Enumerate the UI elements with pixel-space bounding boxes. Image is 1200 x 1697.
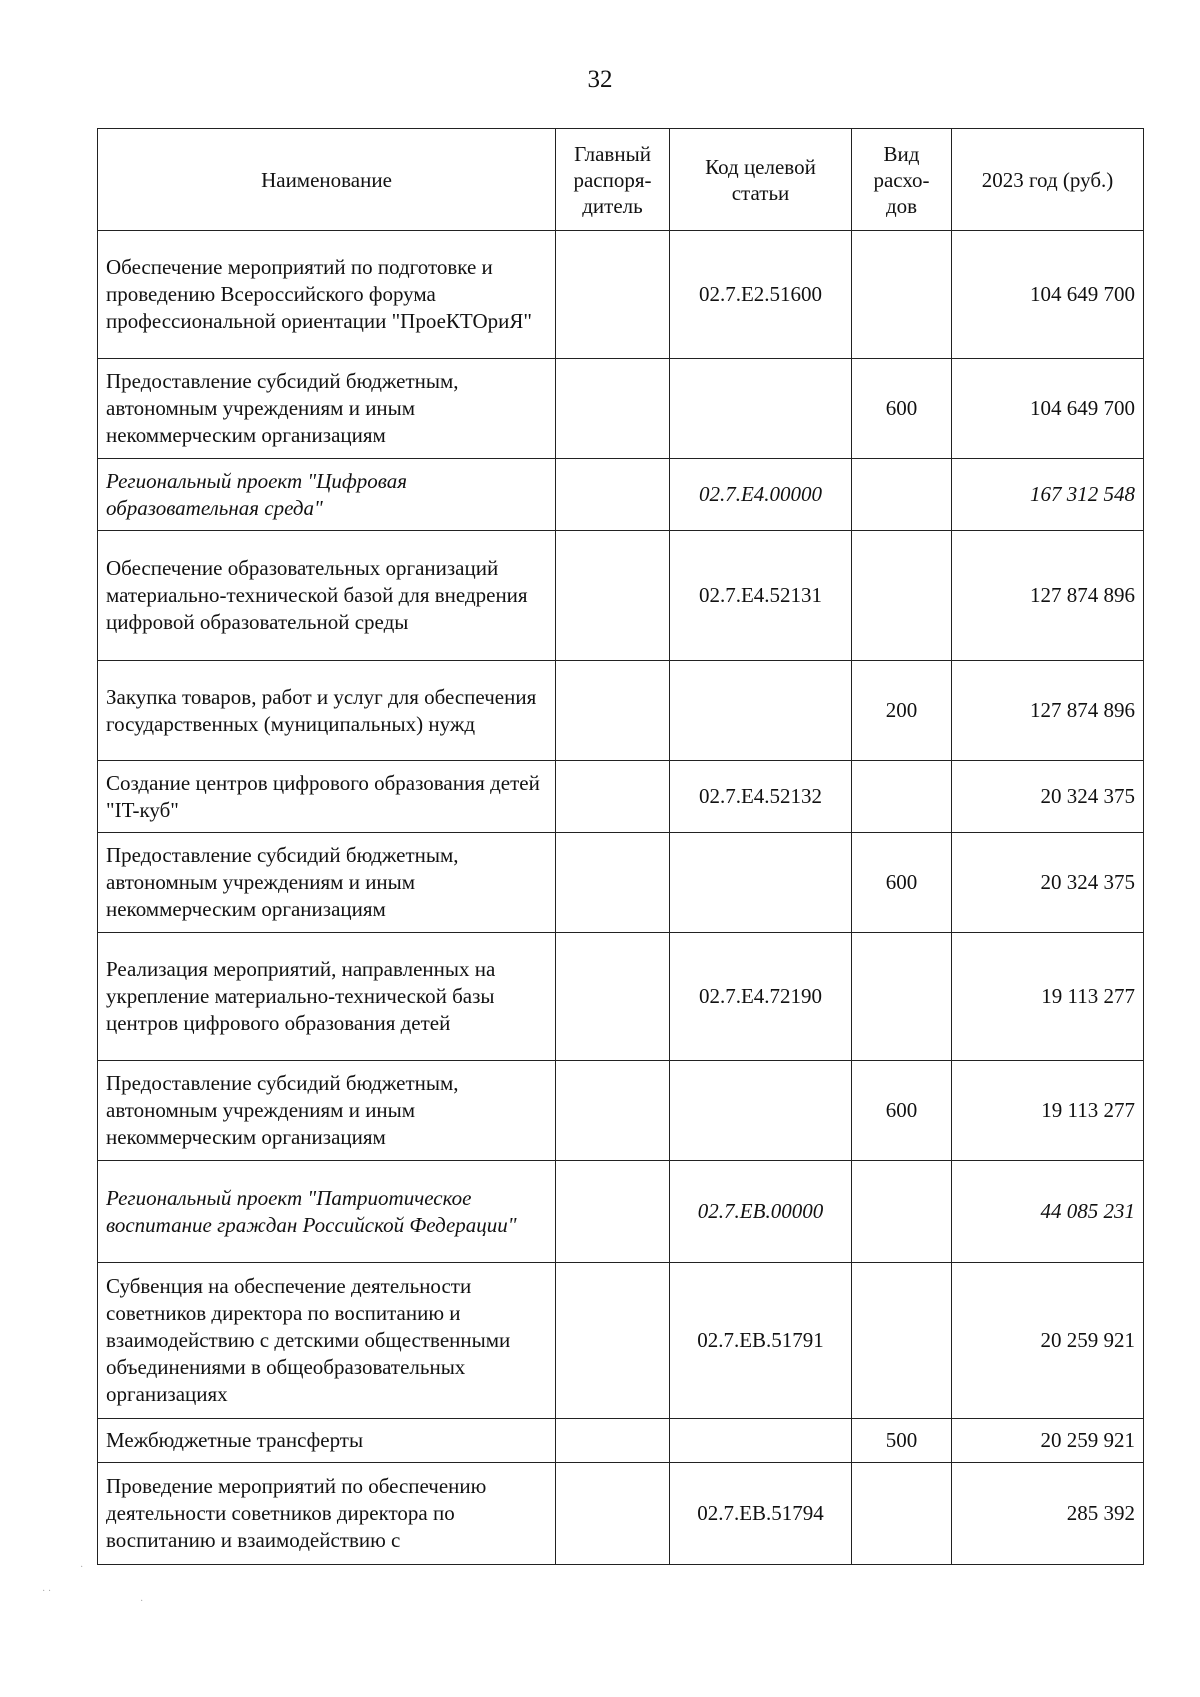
cell-type — [852, 1463, 952, 1565]
table-row — [98, 1161, 1144, 1263]
cell-name: Обеспечение мероприятий по подготовке и проведению Всероссийского форума профессиональной ориентации "ПроеКТОриЯ" — [98, 231, 556, 359]
cell-type: 600 — [852, 359, 952, 459]
header-type: Вид расхо-дов — [852, 129, 952, 231]
cell-code — [670, 1061, 852, 1161]
cell-admin — [556, 833, 670, 933]
cell-admin — [556, 661, 670, 761]
cell-type — [852, 231, 952, 359]
cell-code: 02.7.EB.00000 — [670, 1161, 852, 1263]
cell-type — [852, 1161, 952, 1263]
cell-type: 600 — [852, 833, 952, 933]
cell-name: Предоставление субсидий бюджетным, автономным учреждениям и иным некоммерческим организациям — [98, 359, 556, 459]
cell-type — [852, 761, 952, 833]
table-header-row — [98, 129, 1144, 231]
cell-type — [852, 459, 952, 531]
table-row — [98, 833, 1144, 933]
cell-name: Предоставление субсидий бюджетным, автономным учреждениям и иным некоммерческим организациям — [98, 1061, 556, 1161]
cell-admin — [556, 761, 670, 833]
cell-type — [852, 531, 952, 661]
cell-name: Закупка товаров, работ и услуг для обеспечения государственных (муниципальных) нужд — [98, 661, 556, 761]
cell-code: 02.7.EB.51791 — [670, 1263, 852, 1419]
cell-code — [670, 661, 852, 761]
cell-code: 02.7.E4.72190 — [670, 933, 852, 1061]
cell-amount: 104 649 700 — [952, 359, 1144, 459]
cell-type: 500 — [852, 1419, 952, 1463]
cell-code — [670, 833, 852, 933]
table-row — [98, 933, 1144, 1061]
scan-speck: · — [140, 1596, 144, 1607]
cell-name: Проведение мероприятий по обеспечению деятельности советников директора по воспитанию и взаимодействию с — [98, 1463, 556, 1565]
cell-admin — [556, 1463, 670, 1565]
cell-code: 02.7.E2.51600 — [670, 231, 852, 359]
cell-code: 02.7.E4.52131 — [670, 531, 852, 661]
cell-admin — [556, 459, 670, 531]
cell-name: Создание центров цифрового образования детей "IT-куб" — [98, 761, 556, 833]
header-name: Наименование — [98, 129, 556, 231]
cell-name: Субвенция на обеспечение деятельности советников директора по воспитанию и взаимодействию с детскими общественными объединениями в общеобразовательных организациях — [98, 1263, 556, 1419]
budget-table — [97, 128, 1144, 1565]
cell-type — [852, 933, 952, 1061]
table-row — [98, 661, 1144, 761]
cell-name: Предоставление субсидий бюджетным, автономным учреждениям и иным некоммерческим организациям — [98, 833, 556, 933]
cell-admin — [556, 1161, 670, 1263]
scan-speck: · · — [42, 1586, 52, 1597]
table-row — [98, 1061, 1144, 1161]
cell-name: Межбюджетные трансферты — [98, 1419, 556, 1463]
cell-type: 200 — [852, 661, 952, 761]
cell-admin — [556, 231, 670, 359]
cell-name: Реализация мероприятий, направленных на укрепление материально-технической базы центров цифрового образования детей — [98, 933, 556, 1061]
cell-type — [852, 1263, 952, 1419]
cell-amount: 127 874 896 — [952, 531, 1144, 661]
header-code: Код целевой статьи — [670, 129, 852, 231]
cell-amount: 167 312 548 — [952, 459, 1144, 531]
cell-code: 02.7.E4.00000 — [670, 459, 852, 531]
table-row — [98, 531, 1144, 661]
cell-amount: 20 324 375 — [952, 833, 1144, 933]
table-row — [98, 359, 1144, 459]
table-row — [98, 231, 1144, 359]
header-amount: 2023 год (руб.) — [952, 129, 1144, 231]
table-body — [98, 231, 1144, 1565]
cell-admin — [556, 359, 670, 459]
cell-code: 02.7.EB.51794 — [670, 1463, 852, 1565]
cell-amount: 19 113 277 — [952, 933, 1144, 1061]
cell-admin — [556, 1263, 670, 1419]
cell-amount: 104 649 700 — [952, 231, 1144, 359]
cell-amount: 19 113 277 — [952, 1061, 1144, 1161]
scan-speck: · — [80, 1562, 84, 1573]
cell-admin — [556, 1061, 670, 1161]
cell-type: 600 — [852, 1061, 952, 1161]
cell-amount: 285 392 — [952, 1463, 1144, 1565]
cell-admin — [556, 1419, 670, 1463]
table-row — [98, 761, 1144, 833]
cell-amount: 20 259 921 — [952, 1263, 1144, 1419]
cell-name: Региональный проект "Цифровая образовательная среда" — [98, 459, 556, 531]
cell-code — [670, 359, 852, 459]
table-row — [98, 1463, 1144, 1565]
cell-code: 02.7.E4.52132 — [670, 761, 852, 833]
cell-amount: 44 085 231 — [952, 1161, 1144, 1263]
cell-amount: 20 324 375 — [952, 761, 1144, 833]
cell-admin — [556, 531, 670, 661]
cell-amount: 127 874 896 — [952, 661, 1144, 761]
cell-amount: 20 259 921 — [952, 1419, 1144, 1463]
cell-admin — [556, 933, 670, 1061]
table-row — [98, 459, 1144, 531]
cell-name: Региональный проект "Патриотическое воспитание граждан Российской Федерации" — [98, 1161, 556, 1263]
cell-code — [670, 1419, 852, 1463]
table-row — [98, 1419, 1144, 1463]
table-row — [98, 1263, 1144, 1419]
page-number: 32 — [587, 66, 613, 93]
header-admin: Главный распоря-дитель — [556, 129, 670, 231]
cell-name: Обеспечение образовательных организаций материально-технической базой для внедрения цифровой образовательной среды — [98, 531, 556, 661]
